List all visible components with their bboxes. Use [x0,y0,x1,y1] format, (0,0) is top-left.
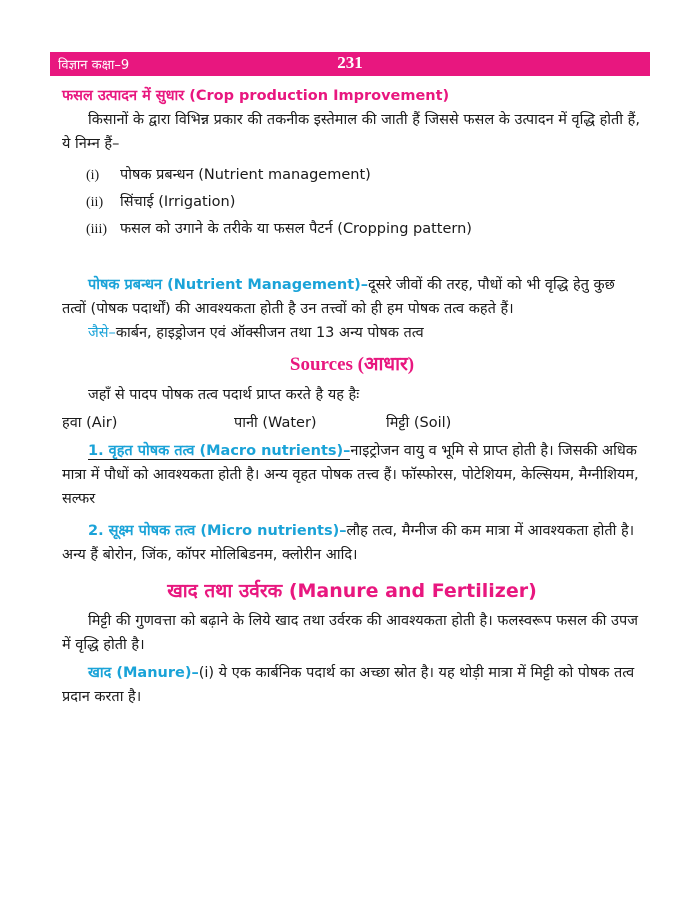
list-item: (i) पोषक प्रबन्धन (Nutrient management) [86,167,371,183]
list-item: (iii) फसल को उगाने के तरीके या फसल पैटर्न (Cropping pattern) [86,221,472,237]
micro-nutrients-paragraph [62,519,642,567]
page-header-bar [50,52,650,76]
page-number: 231 [337,53,363,72]
nutrient-management-paragraph [62,273,642,321]
section-title-crop-improvement: फसल उत्पादन में सुधार (Crop production Improvement) [62,88,450,104]
nutrient-management-text: दूसरे जीवों की तरह, पौधों को भी वृद्धि हेतु कुछ तत्वों (पोषक पदार्थों) की आवश्यकता होती है उन तत्त्वों को ही हम पोषक तत्व कहते हैं। [62,277,615,317]
macro-nutrients-text: नाइट्रोजन वायु व भूमि से प्राप्त होती है। जिसकी अधिक मात्रा में पौधों को आवश्यकता होती है। अन्य वृहत पोषक तत्त्व हैं। फॉस्फोरस, पोटेशियम, केल्सियम, मैग्नीशियम, सल्फर [62,443,639,507]
sources-list [62,411,642,435]
nutrient-example: जैसे–कार्बन, हाइड्रोजन एवं ऑक्सीजन तथा 13 अन्य पोषक तत्व [88,325,424,341]
source-soil: मिट्टी (Soil) [386,415,452,431]
manure-text: (i) ये एक कार्बनिक पदार्थ का अच्छा स्रोत है। यह थोड़ी मात्रा में मिट्टी को पोषक तत्व प्रदान करता है। [62,665,635,705]
manure-heading: खाद तथा उर्वरक (Manure and Fertilizer) [167,580,537,602]
page-content [62,84,642,709]
macro-nutrients-paragraph [62,439,642,511]
technique-list [62,162,642,243]
list-item: (ii) सिंचाई (Irrigation) [86,194,236,210]
example-label: जैसे– [88,325,116,341]
sources-intro: जहाँ से पादप पोषक तत्व पदार्थ प्राप्त करते है यह हैः [88,387,360,403]
manure-intro: मिट्टी की गुणवत्ता को बढ़ाने के लिये खाद तथा उर्वरक की आवश्यकता होती है। फलस्वरूप फसल की उपज में वृद्धि होती है। [62,613,638,653]
micro-nutrients-text: लौह तत्व, मैग्नीज की कम मात्रा में आवश्यकता होती है।अन्य हैं बोरोन, जिंक, कॉपर मोलिबिडनम, क्लोरीन आदि। [62,523,635,563]
nutrient-management-title: पोषक प्रबन्धन (Nutrient Management)– [88,277,368,293]
source-air: हवा (Air) [62,415,118,431]
source-water: पानी (Water) [234,415,317,431]
micro-nutrients-label: 2. सूक्ष्म पोषक तत्व (Micro nutrients)– [88,523,347,539]
manure-paragraph [62,661,642,709]
macro-nutrients-label: 1. वृहत पोषक तत्व (Macro nutrients)– [88,443,351,459]
sources-heading: Sources (आधार) [289,354,415,375]
crop-improvement-intro: किसानों के द्वारा विभिन्न प्रकार की तकनीक इस्तेमाल की जाती हैं जिससे फसल के उत्पादन में वृद्धि होती हैं, ये निम्न हैं– [62,112,640,152]
manure-label: खाद (Manure)– [88,665,199,681]
header-subject: विज्ञान कक्षा–9 [58,58,130,73]
